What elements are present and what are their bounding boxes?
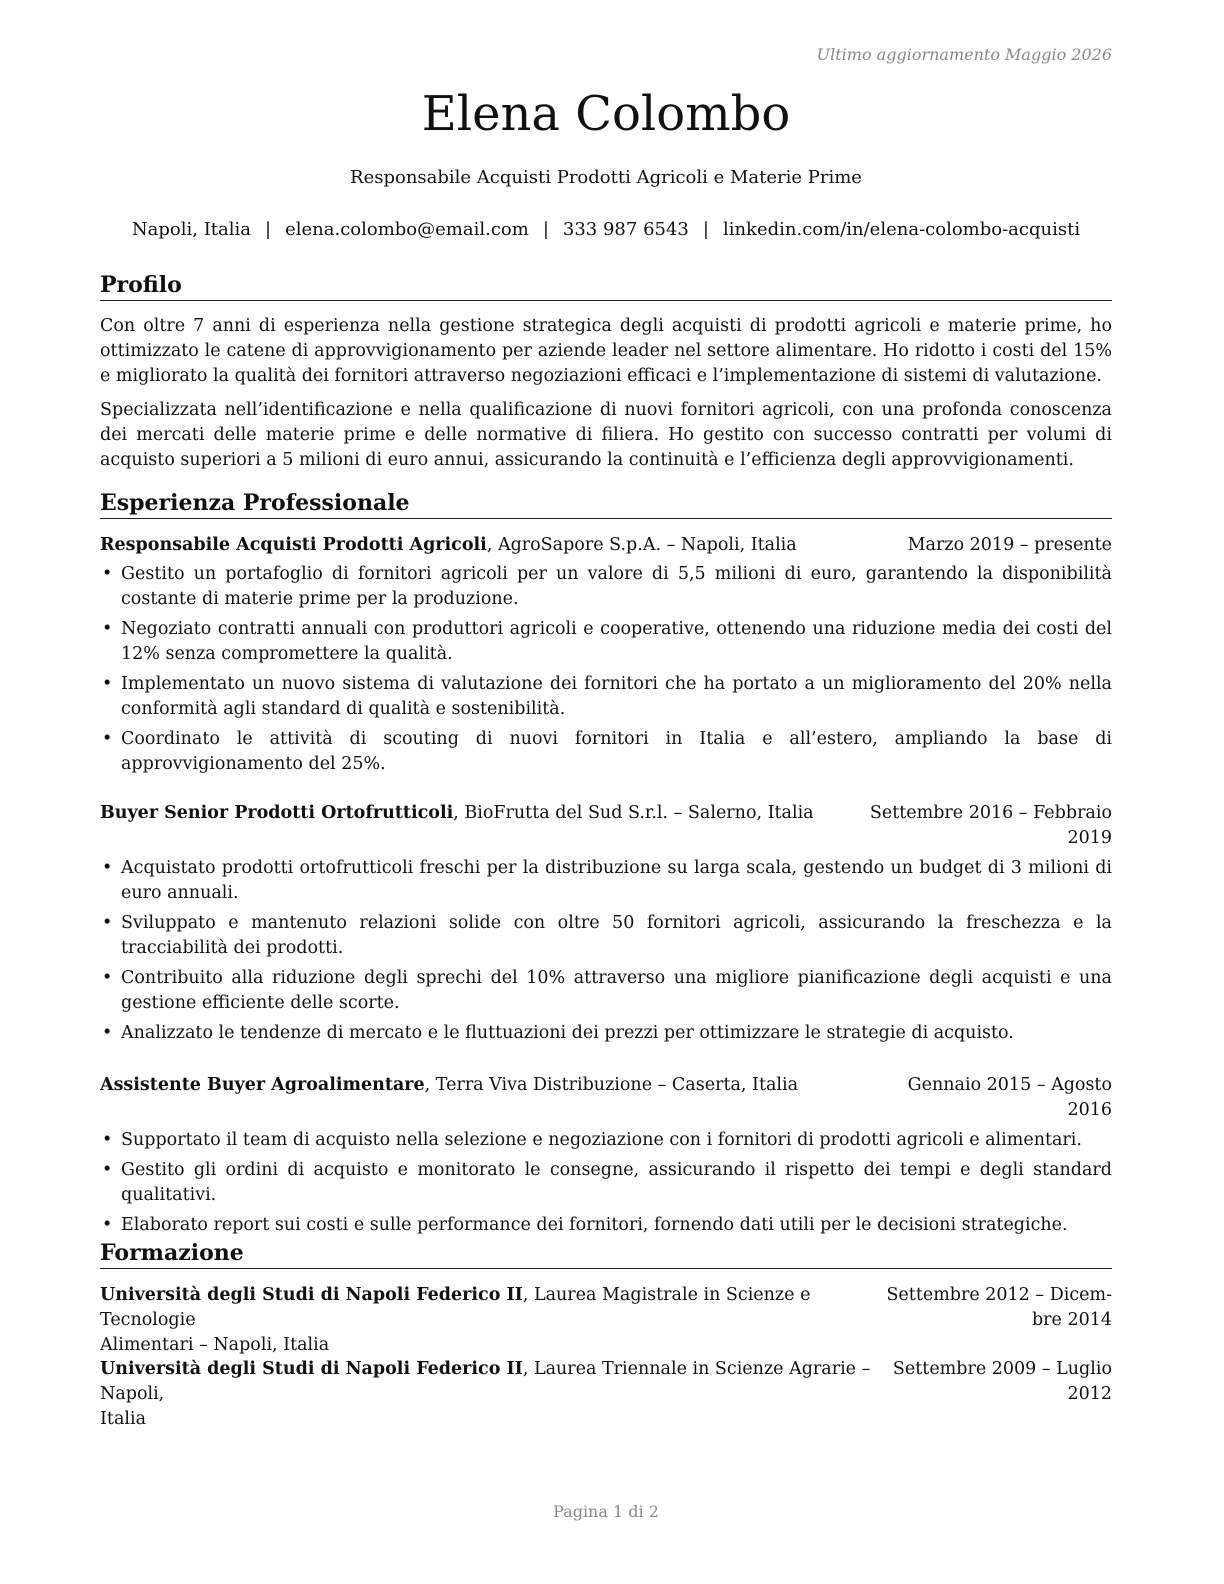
job-bullets <box>100 856 1112 1051</box>
education-school: Università degli Studi di Napoli Federico II <box>100 1285 523 1305</box>
job-dates <box>870 801 1112 851</box>
contact-separator: | <box>702 219 709 240</box>
job-dates-line: Gennaio 2015 – Agosto <box>907 1075 1112 1095</box>
bullet-glyph: • <box>102 564 113 584</box>
job-dates <box>908 1073 1112 1123</box>
contact-email[interactable]: elena.colombo@email.com <box>285 219 529 240</box>
job-title-company <box>100 533 797 558</box>
job-role: Assistente Buyer Agroalimentare <box>100 1075 425 1095</box>
list-item <box>100 856 1112 906</box>
bullet-glyph: • <box>102 619 113 639</box>
education-dates-line: Settembre 2009 – Luglio <box>892 1359 1112 1379</box>
bullet-text: Analizzato le tendenze di mercato e le fluttuazioni dei prezzi per ottimizzare le strategie di acquisto. <box>121 1023 1014 1043</box>
page-number: Pagina 1 di 2 <box>553 1502 659 1521</box>
list-item <box>100 1128 1112 1153</box>
contact-city: Napoli, Italia <box>131 219 252 240</box>
job-company: , BioFrutta del Sud S.r.l. – Salerno, Italia <box>453 803 814 823</box>
education-degree-text: , Laurea Triennale in Scienze Agrarie – Napoli, <box>100 1359 871 1404</box>
bullet-text: Sviluppato e mantenuto relazioni solide con oltre 50 fornitori agricoli, assicurando la freschezza e la tracciabilità dei prodotti. <box>121 913 1112 958</box>
bullet-glyph: • <box>102 729 113 749</box>
education-dates <box>880 1357 1112 1407</box>
section-title-profile: Profilo <box>100 272 1112 301</box>
job-dates-line: 2016 <box>1067 1100 1112 1120</box>
education-dates-line: 2012 <box>1067 1384 1112 1404</box>
contact-separator: | <box>542 219 549 240</box>
bullet-text: Negoziato contratti annuali con produttori agricoli e cooperative, ottenendo una riduzione media dei costi del 12% senza compromettere la qualità. <box>121 619 1112 664</box>
education-dates-line: Settembre 2012 – Dicem- <box>886 1285 1112 1305</box>
education-degree-text: , Laurea Magistrale in Scienze e Tecnologie <box>100 1285 811 1330</box>
list-item <box>100 617 1112 667</box>
bullet-text: Supportato il team di acquisto nella selezione e negoziazione con i fornitori di prodotti agricoli e alimentari. <box>121 1130 1082 1150</box>
bullet-text: Implementato un nuovo sistema di valutazione dei fornitori che ha portato a un miglioramento del 20% nella conformità agli standard di qualità e sostenibilità. <box>121 674 1112 719</box>
list-item <box>100 1021 1112 1046</box>
job-title-company <box>100 1073 798 1098</box>
last-updated: Ultimo aggiornamento Maggio 2026 <box>816 45 1112 64</box>
education-dates <box>880 1283 1112 1333</box>
bullet-glyph: • <box>102 1023 113 1043</box>
resume-page <box>100 0 1112 1584</box>
bullet-text: Acquistato prodotti ortofrutticoli freschi per la distribuzione su larga scala, gestendo un budget di 3 milioni di euro annuali. <box>121 858 1112 903</box>
list-item <box>100 966 1112 1016</box>
job-dates-line: 2019 <box>1067 828 1112 848</box>
profile-paragraph: Specializzata nell’identificazione e nella qualificazione di nuovi fornitori agricoli, con una profonda conoscenza dei mercati delle materie prime e delle normative di filiera. Ho gestito con successo contratti per volumi di acquisto superiori a 5 milioni di euro annui, assicurando la continuità e l’efficienza degli approvvigionamenti. <box>100 400 1112 470</box>
education-degree <box>100 1357 880 1432</box>
list-item <box>100 911 1112 961</box>
bullet-glyph: • <box>102 968 113 988</box>
list-item <box>100 1158 1112 1208</box>
contact-line <box>100 219 1112 240</box>
list-item <box>100 672 1112 722</box>
profile-paragraph: Con oltre 7 anni di esperienza nella gestione strategica degli acquisti di prodotti agricoli e materie prime, ho ottimizzato le catene di approvvigionamento per aziende leader nel settore alimentare. Ho ridotto i costi del 15% e migliorato la qualità dei fornitori attraverso negoziazioni efficaci e l’implementazione di sistemi di valutazione. <box>100 316 1112 386</box>
education-school: Università degli Studi di Napoli Federico II <box>100 1359 523 1379</box>
section-title-education: Formazione <box>100 1240 1112 1269</box>
job-company: , Terra Viva Distribuzione – Caserta, Italia <box>424 1075 799 1095</box>
job-title-company <box>100 801 814 826</box>
section-title-experience: Esperienza Professionale <box>100 490 1112 519</box>
bullet-glyph: • <box>102 1215 113 1235</box>
job-role: Buyer Senior Prodotti Ortofrutticoli <box>100 803 454 823</box>
bullet-text: Gestito gli ordini di acquisto e monitorato le consegne, assicurando il rispetto dei tempi e degli standard qualitativi. <box>121 1160 1112 1205</box>
list-item <box>100 727 1112 777</box>
job-dates-line: Settembre 2016 – Febbraio <box>869 803 1112 823</box>
job-bullets <box>100 1128 1112 1243</box>
bullet-text: Coordinato le attività di scouting di nuovi fornitori in Italia e all’estero, ampliando la base di approvvigionamento del 25%. <box>121 729 1112 774</box>
list-item <box>100 1213 1112 1238</box>
bullet-glyph: • <box>102 858 113 878</box>
bullet-glyph: • <box>102 1160 113 1180</box>
contact-separator: | <box>265 219 272 240</box>
candidate-name: Elena Colombo <box>421 86 791 142</box>
education-degree-text: Italia <box>100 1409 147 1429</box>
bullet-glyph: • <box>102 674 113 694</box>
bullet-glyph: • <box>102 913 113 933</box>
education-dates-line: bre 2014 <box>1031 1310 1112 1330</box>
bullet-text: Gestito un portafoglio di fornitori agricoli per un valore di 5,5 milioni di euro, garantendo la disponibilità costante di materie prime per la produzione. <box>121 564 1112 609</box>
job-bullets <box>100 562 1112 782</box>
contact-linkedin[interactable]: linkedin.com/in/elena-colombo-acquisti <box>722 219 1081 240</box>
candidate-title: Responsabile Acquisti Prodotti Agricoli e Materie Prime <box>350 167 862 188</box>
bullet-text: Elaborato report sui costi e sulle performance dei fornitori, fornendo dati utili per le decisioni strategiche. <box>121 1215 1068 1235</box>
education-degree <box>100 1283 880 1358</box>
education-degree-text: Alimentari – Napoli, Italia <box>100 1335 330 1355</box>
job-role: Responsabile Acquisti Prodotti Agricoli <box>100 535 487 555</box>
list-item <box>100 562 1112 612</box>
contact-phone: 333 987 6543 <box>562 219 689 240</box>
job-company: , AgroSapore S.p.A. – Napoli, Italia <box>486 535 797 555</box>
bullet-text: Contribuito alla riduzione degli sprechi del 10% attraverso una migliore pianificazione degli acquisti e una gestione efficiente delle scorte. <box>121 968 1112 1013</box>
bullet-glyph: • <box>102 1130 113 1150</box>
job-dates: Marzo 2019 – presente <box>907 535 1112 555</box>
